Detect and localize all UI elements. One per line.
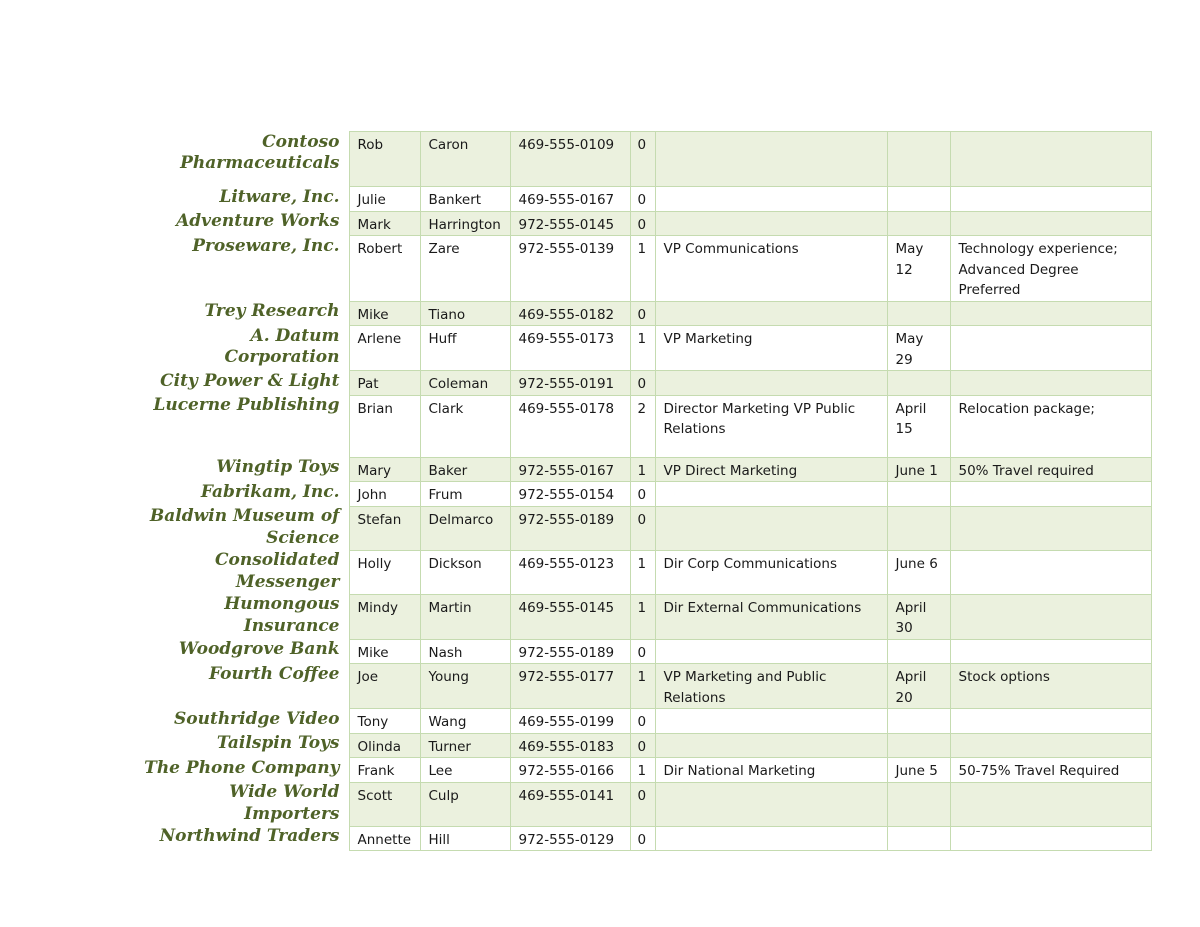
first-name-cell: Joe <box>349 664 420 709</box>
position-cell <box>655 709 887 734</box>
notes-cell <box>950 326 1151 371</box>
table-row <box>130 211 1151 236</box>
position-cell <box>655 782 887 826</box>
notes-cell <box>950 550 1151 594</box>
last-name-cell: Turner <box>420 733 510 758</box>
position-cell <box>655 211 887 236</box>
last-name-cell: Harrington <box>420 211 510 236</box>
last-name-cell: Young <box>420 664 510 709</box>
phone-cell: 972-555-0189 <box>510 506 630 550</box>
phone-cell: 469-555-0182 <box>510 301 630 326</box>
company-name: City Power & Light <box>160 370 340 391</box>
date-cell: April 20 <box>887 664 950 709</box>
date-cell <box>887 301 950 326</box>
company-name: Northwind Traders <box>159 826 340 846</box>
notes-cell: Technology experience; Advanced Degree Preferred <box>950 236 1151 302</box>
date-cell <box>887 782 950 826</box>
date-cell: May 12 <box>887 236 950 302</box>
date-cell <box>887 506 950 550</box>
last-name-cell: Nash <box>420 639 510 664</box>
last-name-cell: Delmarco <box>420 506 510 550</box>
date-cell <box>887 211 950 236</box>
table-row <box>130 187 1151 212</box>
first-name-cell: Mark <box>349 211 420 236</box>
last-name-cell: Hill <box>420 826 510 851</box>
company-name: Trey Research <box>204 301 340 321</box>
count-cell: 0 <box>630 371 655 396</box>
phone-cell: 469-555-0167 <box>510 187 630 212</box>
company-name: Wingtip Toys <box>216 457 340 477</box>
last-name-cell: Caron <box>420 132 510 187</box>
count-cell: 0 <box>630 639 655 664</box>
first-name-cell: Julie <box>349 187 420 212</box>
last-name-cell: Wang <box>420 709 510 734</box>
table-row <box>130 758 1151 783</box>
date-cell <box>887 733 950 758</box>
first-name-cell: Brian <box>349 395 420 457</box>
date-cell <box>887 371 950 396</box>
phone-cell: 469-555-0178 <box>510 395 630 457</box>
position-cell: VP Communications <box>655 236 887 302</box>
date-cell: April 30 <box>887 594 950 639</box>
count-cell: 1 <box>630 758 655 783</box>
date-cell <box>887 132 950 187</box>
company-name: Woodgrove Bank <box>178 639 340 659</box>
phone-cell: 972-555-0145 <box>510 211 630 236</box>
first-name-cell: Mary <box>349 457 420 482</box>
position-cell: Dir External Communications <box>655 594 887 639</box>
position-cell: VP Marketing <box>655 326 887 371</box>
last-name-cell: Baker <box>420 457 510 482</box>
last-name-cell: Martin <box>420 594 510 639</box>
notes-cell <box>950 826 1151 851</box>
first-name-cell: John <box>349 482 420 507</box>
company-name: Southridge Video <box>173 708 340 729</box>
company-name: Litware, Inc. <box>219 186 340 207</box>
notes-cell <box>950 482 1151 507</box>
count-cell: 1 <box>630 594 655 639</box>
first-name-cell: Mike <box>349 301 420 326</box>
notes-cell <box>950 132 1151 187</box>
phone-cell: 469-555-0109 <box>510 132 630 187</box>
last-name-cell: Culp <box>420 782 510 826</box>
table-row <box>130 550 1151 594</box>
table-row <box>130 782 1151 826</box>
position-cell: Dir Corp Communications <box>655 550 887 594</box>
notes-cell <box>950 639 1151 664</box>
table-row <box>130 132 1151 187</box>
last-name-cell: Dickson <box>420 550 510 594</box>
company-name: Wide World Importers <box>229 782 340 824</box>
company-name: The Phone Company <box>144 757 340 778</box>
table-row <box>130 733 1151 758</box>
phone-cell: 972-555-0139 <box>510 236 630 302</box>
first-name-cell: Scott <box>349 782 420 826</box>
table-row <box>130 371 1151 396</box>
position-cell <box>655 506 887 550</box>
notes-cell <box>950 594 1151 639</box>
table-row <box>130 594 1151 639</box>
notes-cell: Stock options <box>950 664 1151 709</box>
company-name: Consolidated Messenger <box>214 550 340 592</box>
position-cell <box>655 482 887 507</box>
count-cell: 0 <box>630 506 655 550</box>
position-cell: Director Marketing VP Public Relations <box>655 395 887 457</box>
position-cell: VP Marketing and Public Relations <box>655 664 887 709</box>
last-name-cell: Tiano <box>420 301 510 326</box>
table-row <box>130 826 1151 851</box>
phone-cell: 469-555-0199 <box>510 709 630 734</box>
first-name-cell: Annette <box>349 826 420 851</box>
date-cell: April 15 <box>887 395 950 457</box>
table-row <box>130 236 1151 302</box>
company-name: Baldwin Museum of Science <box>149 506 340 548</box>
first-name-cell: Holly <box>349 550 420 594</box>
count-cell: 0 <box>630 826 655 851</box>
date-cell <box>887 826 950 851</box>
date-cell <box>887 709 950 734</box>
position-cell <box>655 733 887 758</box>
phone-cell: 972-555-0129 <box>510 826 630 851</box>
notes-cell: Relocation package; <box>950 395 1151 457</box>
position-cell <box>655 826 887 851</box>
last-name-cell: Lee <box>420 758 510 783</box>
table-row <box>130 709 1151 734</box>
company-name: Lucerne Publishing <box>153 395 340 415</box>
phone-cell: 469-555-0145 <box>510 594 630 639</box>
phone-cell: 972-555-0154 <box>510 482 630 507</box>
position-cell: VP Direct Marketing <box>655 457 887 482</box>
position-cell <box>655 371 887 396</box>
notes-cell <box>950 211 1151 236</box>
table-row <box>130 395 1151 457</box>
count-cell: 0 <box>630 301 655 326</box>
notes-cell <box>950 782 1151 826</box>
last-name-cell: Frum <box>420 482 510 507</box>
date-cell: June 5 <box>887 758 950 783</box>
contacts-table <box>130 131 1152 851</box>
phone-cell: 469-555-0173 <box>510 326 630 371</box>
company-name: Humongous Insurance <box>224 594 340 636</box>
count-cell: 0 <box>630 187 655 212</box>
count-cell: 1 <box>630 326 655 371</box>
first-name-cell: Mike <box>349 639 420 664</box>
phone-cell: 972-555-0191 <box>510 371 630 396</box>
table-row <box>130 301 1151 326</box>
count-cell: 0 <box>630 782 655 826</box>
position-cell <box>655 639 887 664</box>
date-cell: June 1 <box>887 457 950 482</box>
first-name-cell: Mindy <box>349 594 420 639</box>
count-cell: 2 <box>630 395 655 457</box>
date-cell <box>887 639 950 664</box>
count-cell: 0 <box>630 132 655 187</box>
last-name-cell: Huff <box>420 326 510 371</box>
last-name-cell: Clark <box>420 395 510 457</box>
company-name: Contoso Pharmaceuticals <box>180 131 340 173</box>
count-cell: 1 <box>630 550 655 594</box>
count-cell: 0 <box>630 709 655 734</box>
table-row <box>130 482 1151 507</box>
count-cell: 0 <box>630 211 655 236</box>
notes-cell: 50-75% Travel Required <box>950 758 1151 783</box>
company-name: Fabrikam, Inc. <box>200 481 340 502</box>
first-name-cell: Arlene <box>349 326 420 371</box>
first-name-cell: Frank <box>349 758 420 783</box>
first-name-cell: Rob <box>349 132 420 187</box>
date-cell <box>887 187 950 212</box>
table-row <box>130 457 1151 482</box>
company-name: A. Datum Corporation <box>224 325 340 367</box>
position-cell <box>655 132 887 187</box>
company-name: Adventure Works <box>176 211 340 231</box>
notes-cell <box>950 371 1151 396</box>
count-cell: 1 <box>630 236 655 302</box>
phone-cell: 972-555-0177 <box>510 664 630 709</box>
date-cell: June 6 <box>887 550 950 594</box>
phone-cell: 469-555-0123 <box>510 550 630 594</box>
table-row <box>130 326 1151 371</box>
position-cell: Dir National Marketing <box>655 758 887 783</box>
first-name-cell: Robert <box>349 236 420 302</box>
first-name-cell: Olinda <box>349 733 420 758</box>
first-name-cell: Stefan <box>349 506 420 550</box>
last-name-cell: Coleman <box>420 371 510 396</box>
first-name-cell: Tony <box>349 709 420 734</box>
phone-cell: 972-555-0189 <box>510 639 630 664</box>
phone-cell: 972-555-0167 <box>510 457 630 482</box>
phone-cell: 972-555-0166 <box>510 758 630 783</box>
notes-cell: 50% Travel required <box>950 457 1151 482</box>
notes-cell <box>950 733 1151 758</box>
notes-cell <box>950 301 1151 326</box>
notes-cell <box>950 709 1151 734</box>
count-cell: 1 <box>630 664 655 709</box>
company-name: Tailspin Toys <box>216 733 340 753</box>
table-row <box>130 664 1151 709</box>
table-row <box>130 639 1151 664</box>
position-cell <box>655 187 887 212</box>
notes-cell <box>950 187 1151 212</box>
phone-cell: 469-555-0141 <box>510 782 630 826</box>
count-cell: 0 <box>630 482 655 507</box>
position-cell <box>655 301 887 326</box>
last-name-cell: Bankert <box>420 187 510 212</box>
company-name: Fourth Coffee <box>209 663 340 684</box>
count-cell: 0 <box>630 733 655 758</box>
phone-cell: 469-555-0183 <box>510 733 630 758</box>
date-cell <box>887 482 950 507</box>
last-name-cell: Zare <box>420 236 510 302</box>
count-cell: 1 <box>630 457 655 482</box>
first-name-cell: Pat <box>349 371 420 396</box>
company-name: Proseware, Inc. <box>192 235 340 256</box>
date-cell: May 29 <box>887 326 950 371</box>
notes-cell <box>950 506 1151 550</box>
table-row <box>130 506 1151 550</box>
